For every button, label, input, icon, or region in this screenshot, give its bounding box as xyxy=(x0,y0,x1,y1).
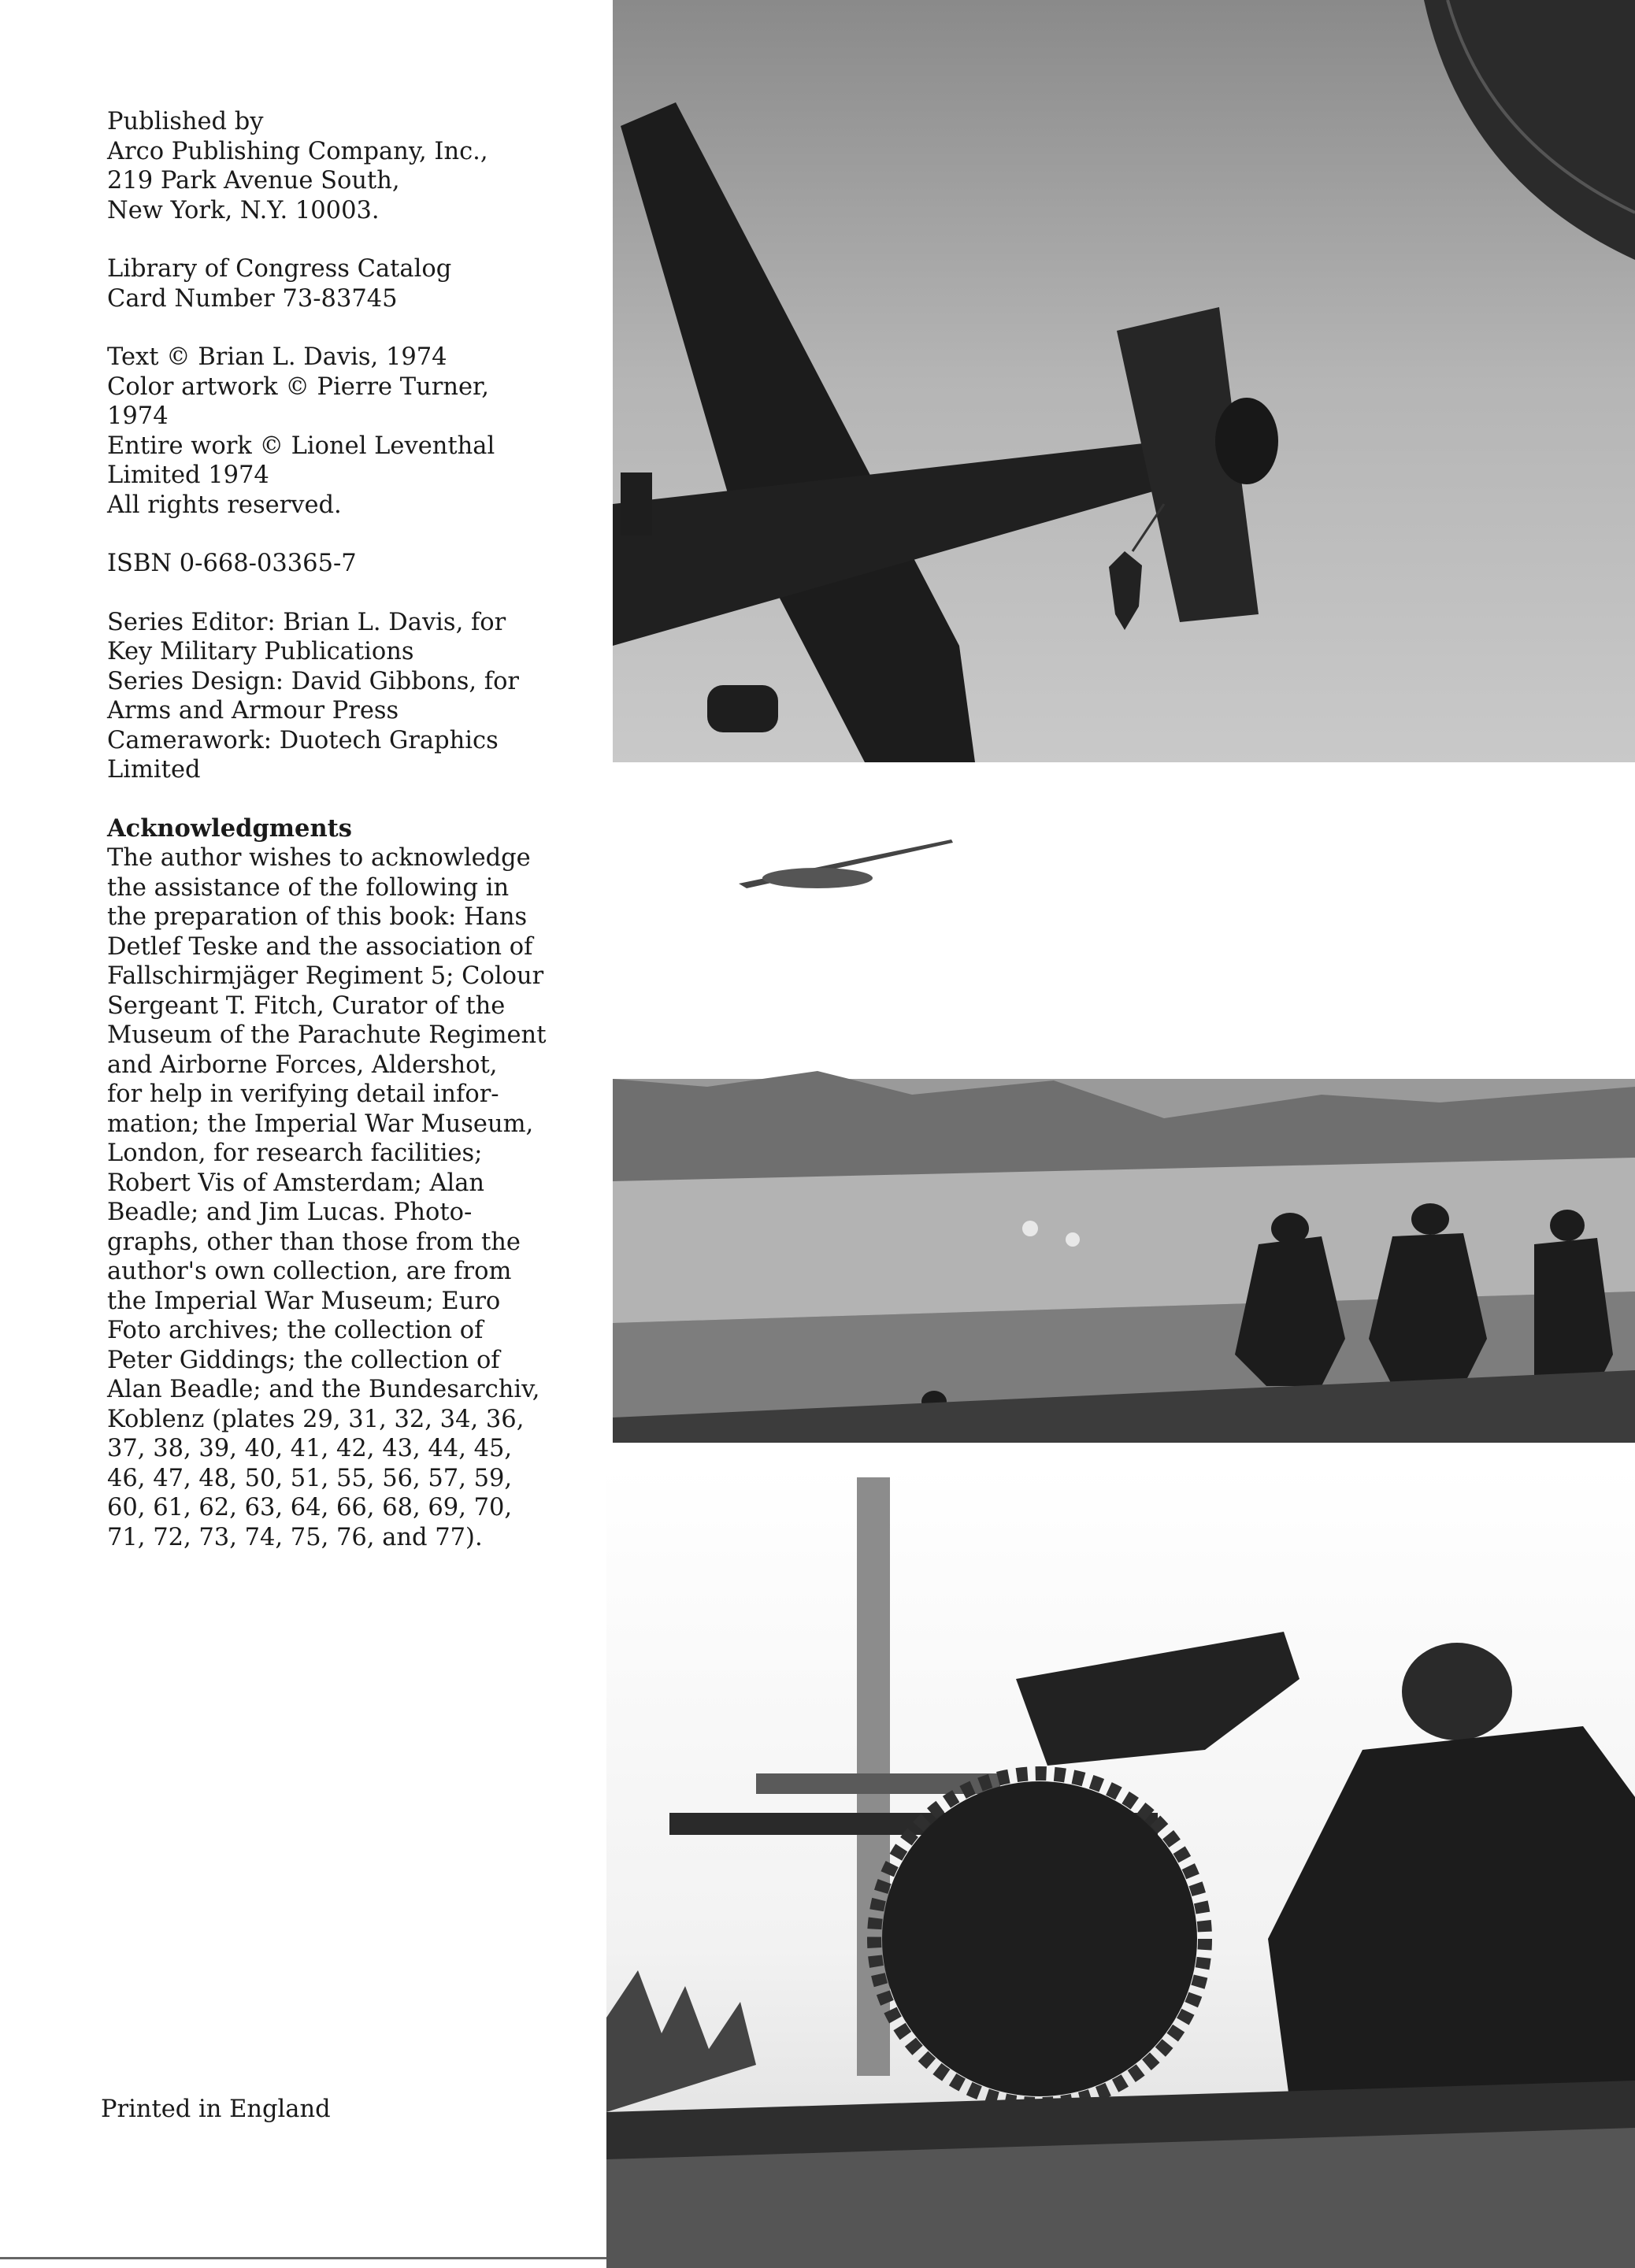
anti-tank-gun-photo xyxy=(606,1466,1635,2268)
copyright-block: Text © Brian L. Davis, 1974 Color artwork © Pierre Turner, 1974 Entire work © Lionel Leventhal Limited 1974 All rights reserved. xyxy=(107,343,495,519)
troops-landscape-photo xyxy=(613,788,1635,1443)
printed-in-line: Printed in England xyxy=(101,2096,331,2123)
anti-tank-gun-image xyxy=(606,1466,1635,2268)
acknowledgments-body: The author wishes to acknowledge the assistance of the following in the preparation of this book: Hans Detlef Teske and the association of Fallschirmjäger Regiment 5; Colour Sergeant T. Fitch, Curator of the Museum of the Parachute Regiment and Airborne Forces, Aldershot, for help in verifying detail infor- mation; the Imperial War Museum, London, for research facilities; Robert Vis of Amsterdam; Alan Beadle; and Jim Lucas. Photo- graphs, other than those from the author's own collection, are from the Imperial War Museum; Euro Foto archives; the collection of Peter Giddings; the collection of Alan Beadle; and the Bundesarchiv, Koblenz (plates 29, 31, 32, 34, 36, 37, 38, 39, 40, 41, 42, 43, 44, 45, 46, 47, 48, 50, 51, 55, 56, 57, 59, 60, 61, 62, 63, 64, 66, 68, 69, 70, 71, 72, 73, 74, 75, 76, and 77). xyxy=(107,844,547,1551)
aircraft-paratrooper-image xyxy=(613,0,1635,762)
isbn-line: ISBN 0-668-03365-7 xyxy=(107,550,357,577)
troops-landscape-image xyxy=(613,788,1635,1443)
imprint-text-column xyxy=(107,107,595,1552)
aircraft-paratrooper-photo xyxy=(613,0,1635,762)
series-credits-block: Series Editor: Brian L. Davis, for Key Military Publications Series Design: David Gibbons, for Arms and Armour Press Camerawork: Duotech Graphics Limited xyxy=(107,608,520,784)
bottom-divider xyxy=(0,2257,606,2259)
acknowledgments-heading: Acknowledgments xyxy=(107,813,352,843)
publisher-block: Published by Arco Publishing Company, Inc., 219 Park Avenue South, New York, N.Y. 10003. xyxy=(107,108,488,224)
catalog-card-block: Library of Congress Catalog Card Number 73-83745 xyxy=(107,255,452,313)
